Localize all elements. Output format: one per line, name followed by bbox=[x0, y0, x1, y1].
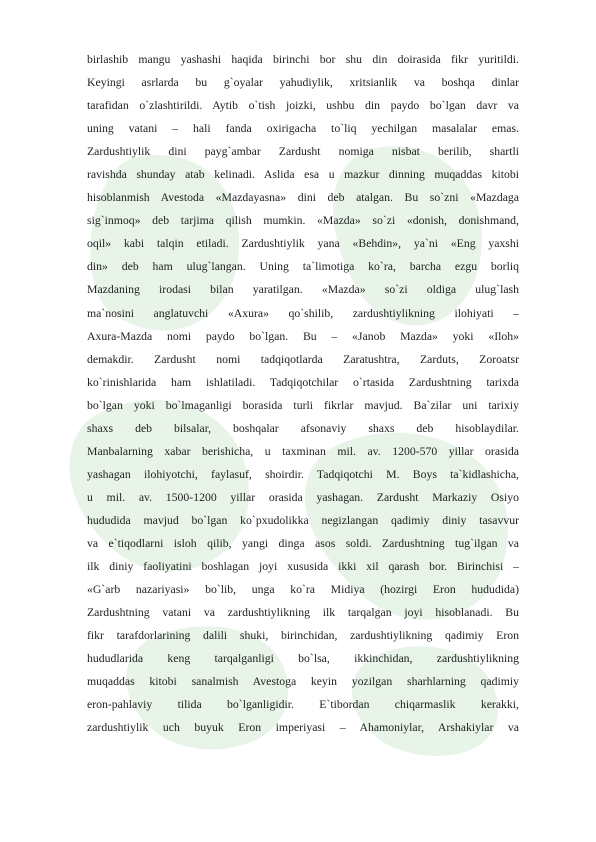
body-text bbox=[87, 48, 519, 739]
text-line: hududida mavjud bo`lgan ko`pxudolikka negizlangan qadimiy diniy tasavvur bbox=[87, 513, 519, 527]
text-line: ma`nosini anglatuvchi «Axura» qo`shilib, zardushtiylikning ilohiyati – bbox=[87, 306, 519, 320]
text-line: Zardushtning vatani va zardushtiylikning ilk tarqalgan joyi hisoblanadi. Bu bbox=[87, 606, 519, 620]
text-line: tarafidan o`zlashtirildi. Aytib o`tish joizki, ushbu din paydo bo`lgan davr va bbox=[87, 99, 519, 113]
text-line: din» deb ham ulug`langan. Uning ta`limotiga ko`ra, barcha ezgu borliq bbox=[87, 260, 519, 274]
text-line: ilk diniy faoliyatini boshlagan joyi xususida ikki xil qarash bor. Birinchisi – bbox=[87, 560, 519, 574]
text-line: ravishda shunday atab kelinadi. Aslida esa u mazkur dinning muqaddas kitobi bbox=[87, 168, 519, 182]
text-line: Keyingi asrlarda bu g`oyalar yahudiylik, xritsianlik va boshqa dinlar bbox=[87, 76, 519, 90]
text-line: Axura-Mazda nomi paydo bo`lgan. Bu – «Janob Mazda» yoki «Iloh» bbox=[87, 329, 519, 343]
text-line: Mazdaning irodasi bilan yaratilgan. «Mazda» so`zi oldiga ulug`lash bbox=[87, 283, 519, 297]
text-line: sig`inmoq» deb tarjima qilish mumkin. «Mazda» so`zi «donish, donishmand, bbox=[87, 214, 519, 228]
text-line: oqil» kabi talqin etiladi. Zardushtiylik yana «Behdin», ya`ni «Eng yaxshi bbox=[87, 237, 519, 251]
text-line: eron-pahlaviy tilida bo`lganligidir. E`tibordan chiqarmaslik kerakki, bbox=[87, 698, 519, 712]
text-line: u mil. av. 1500-1200 yillar orasida yashagan. Zardusht Markaziy Osiyo bbox=[87, 490, 519, 504]
text-line: birlashib mangu yashashi haqida birinchi bor shu din doirasida fikr yuritildi. bbox=[87, 53, 519, 66]
text-line: «G`arb nazariyasi» bo`lib, unga ko`ra Midiya (hozirgi Eron hududida) bbox=[87, 583, 519, 597]
text-line: Zardushtiylik dini payg`ambar Zardusht nomiga nisbat berilib, shartli bbox=[87, 145, 519, 159]
text-line: fikr tarafdorlarining dalili shuki, birinchidan, zardushtiylikning qadimiy Eron bbox=[87, 629, 519, 643]
text-line: yashagan ilohiyotchi, faylasuf, shoirdir. Tadqiqotchi M. Boys ta`kidlashicha, bbox=[87, 467, 519, 481]
text-line: bo`lgan yoki bo`lmaganligi borasida turli fikrlar mavjud. Ba`zilar uni tarixiy bbox=[87, 398, 519, 412]
text-line: hududlarida keng tarqalganligi bo`lsa, ikkinchidan, zardushtiylikning bbox=[87, 652, 519, 666]
text-line: ko`rinishlarida ham ishlatiladi. Tadqiqotchilar o`rtasida Zardushtning tarixda bbox=[87, 375, 519, 389]
text-line: va e`tiqodlarni isloh qilib, yangi dinga asos soldi. Zardushtning tug`ilgan va bbox=[87, 536, 519, 550]
text-line: shaxs deb bilsalar, boshqalar afsonaviy shaxs deb hisoblaydilar. bbox=[87, 421, 519, 435]
text-line: muqaddas kitobi sanalmish Avestoga keyin yozilgan sharhlarning qadimiy bbox=[87, 675, 519, 689]
text-line: demakdir. Zardusht nomi tadqiqotlarda Zaratushtra, Zarduts, Zoroatsr bbox=[87, 352, 519, 366]
text-line: uning vatani – hali fanda oxirigacha to`liq yechilgan masalalar emas. bbox=[87, 122, 519, 136]
text-line: Manbalarning xabar berishicha, u taxminan mil. av. 1200-570 yillar orasida bbox=[87, 444, 519, 458]
text-line: hisoblanmish Avestoda «Mazdayasna» dini deb atalgan. Bu so`zni «Mazdaga bbox=[87, 191, 519, 205]
text-line: zardushtiylik uch buyuk Eron imperiyasi – Ahamoniylar, Arshakiylar va bbox=[87, 721, 519, 735]
